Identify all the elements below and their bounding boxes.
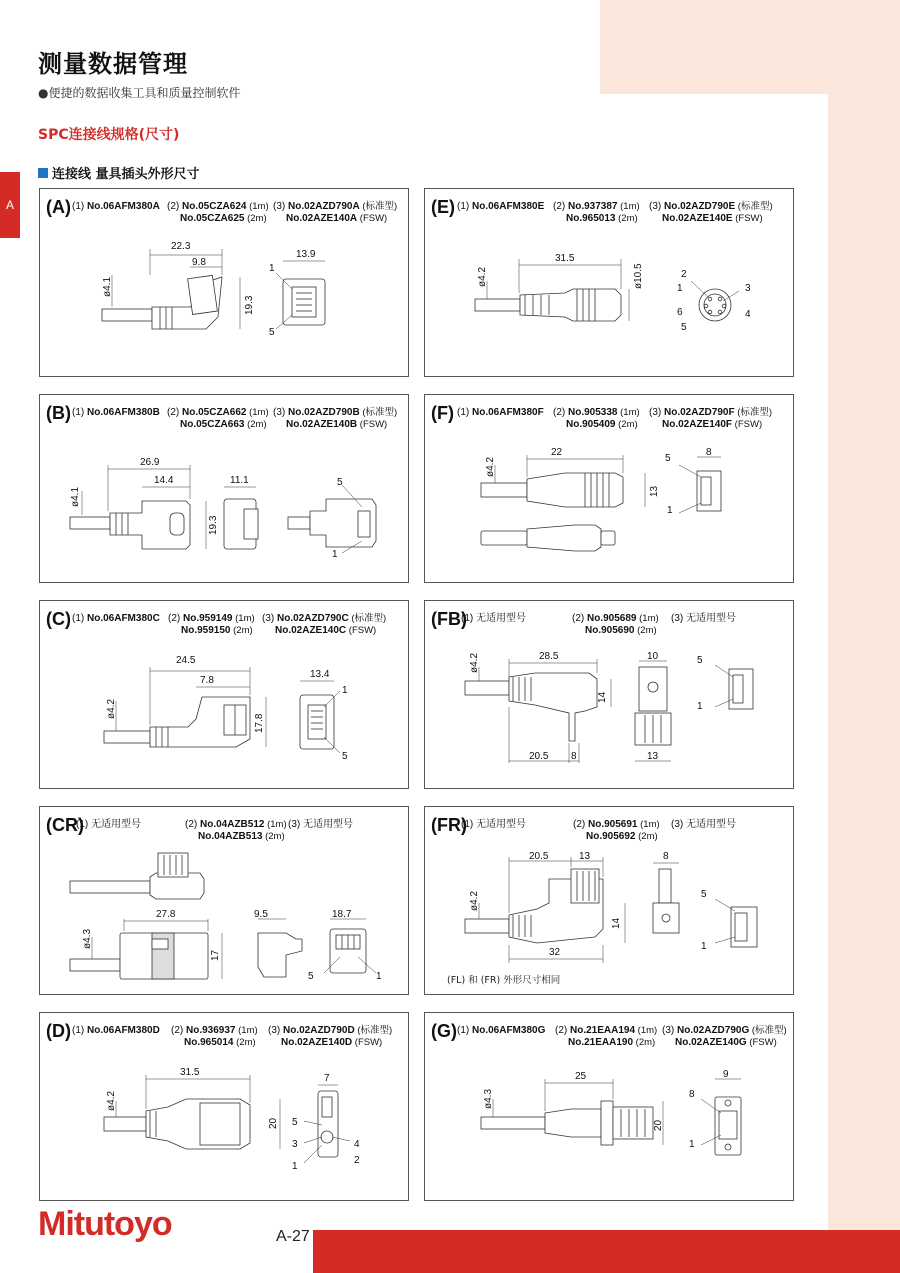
part-number-2: (2) No.905691 (1m) No.905692 (2m) xyxy=(573,819,660,842)
dim-label: 8 xyxy=(571,751,577,762)
dim-label: 5 xyxy=(337,477,343,488)
dim-label: 8 xyxy=(663,851,669,862)
dim-label: 14 xyxy=(597,691,608,703)
sub-section-label: 连接线 量具插头外形尺寸 xyxy=(52,167,200,182)
dim-label: 17.8 xyxy=(254,713,265,733)
dim-label: 31.5 xyxy=(555,253,575,264)
dim-label: 5 xyxy=(681,322,687,333)
dim-label: ø4.2 xyxy=(477,266,488,287)
part-number-2: (2) No.937387 (1m) No.965013 (2m) xyxy=(553,201,640,224)
panel-g xyxy=(424,1012,794,1201)
dim-label: 9.5 xyxy=(254,909,268,920)
part-number-3: (3) No.02AZD790B (标准型) No.02AZE140B (FSW) xyxy=(273,407,398,430)
dim-label: 8 xyxy=(706,447,712,458)
dim-label: 5 xyxy=(269,327,275,338)
dim-label: 3 xyxy=(745,283,751,294)
square-bullet-icon xyxy=(38,168,48,178)
page-subtitle: ●便捷的数据收集工具和质量控制软件 xyxy=(38,86,241,100)
dim-label: 2 xyxy=(681,269,687,280)
part-number-3: (3) 无适用型号 xyxy=(288,819,353,830)
part-number-2: (2) No.05CZA624 (1m) No.05CZA625 (2m) xyxy=(167,201,269,224)
panel-b xyxy=(39,394,409,583)
dim-label: 1 xyxy=(332,549,338,560)
dim-label: 5 xyxy=(292,1117,298,1128)
dim-label: ø4.2 xyxy=(106,1090,117,1111)
dim-label: 31.5 xyxy=(180,1067,200,1078)
dim-label: 24.5 xyxy=(176,655,196,666)
part-number-1: (1) 无适用型号 xyxy=(76,819,141,830)
panel-letter: (FR) xyxy=(431,815,467,835)
drawing-e xyxy=(425,189,795,378)
drawing-g xyxy=(425,1013,795,1202)
dim-label: 19.3 xyxy=(208,515,219,535)
dim-label: 5 xyxy=(342,751,348,762)
panel-e xyxy=(424,188,794,377)
panel-c xyxy=(39,600,409,789)
dim-label: 13 xyxy=(579,851,591,862)
part-number-2: (2) No.05CZA662 (1m) No.05CZA663 (2m) xyxy=(167,407,269,430)
part-number-3: (3) No.02AZD790F (标准型) No.02AZE140F (FSW) xyxy=(649,407,773,430)
part-number-1: (1) 无适用型号 xyxy=(461,819,526,830)
dim-label: 1 xyxy=(667,505,673,516)
part-number-1: (1) No.06AFM380B xyxy=(72,407,160,418)
dim-label: 17 xyxy=(210,949,221,961)
note-text: (FL) 和 (FR) 外形尺寸相同 xyxy=(447,975,561,986)
drawing-d xyxy=(40,1013,410,1202)
dim-label: 8 xyxy=(689,1089,695,1100)
panel-cr xyxy=(39,806,409,995)
dim-label: 14 xyxy=(611,917,622,929)
dim-label: 1 xyxy=(697,701,703,712)
part-number-3: (3) No.02AZD790E (标准型) No.02AZE140E (FSW) xyxy=(649,201,773,224)
dim-label: 13 xyxy=(647,751,659,762)
part-number-1: (1) No.06AFM380C xyxy=(72,613,160,624)
dim-label: 1 xyxy=(689,1139,695,1150)
part-number-2: (2) No.905338 (1m) No.905409 (2m) xyxy=(553,407,640,430)
dim-label: 6 xyxy=(677,307,683,318)
dim-label: ø4.1 xyxy=(70,486,81,507)
dim-label: 9 xyxy=(723,1069,729,1080)
dim-label: 22 xyxy=(551,447,563,458)
panel-letter: (G) xyxy=(431,1021,457,1041)
dim-label: ø4.1 xyxy=(102,276,113,297)
panel-d xyxy=(39,1012,409,1201)
dim-label: 7 xyxy=(324,1073,330,1084)
section-title: SPC连接线规格(尺寸) xyxy=(38,127,180,143)
dim-label: 5 xyxy=(701,889,707,900)
side-tab[interactable]: A xyxy=(0,172,20,238)
dim-label: 20 xyxy=(268,1117,279,1129)
panel-letter: (B) xyxy=(46,403,71,423)
dim-label: 10 xyxy=(647,651,659,662)
header-tint xyxy=(600,0,900,94)
dim-label: 18.7 xyxy=(332,909,352,920)
dim-label: ø4.3 xyxy=(483,1088,494,1109)
dim-label: 5 xyxy=(665,453,671,464)
drawing-fb xyxy=(425,601,795,790)
panel-fb xyxy=(424,600,794,789)
panel-letter: (D) xyxy=(46,1021,71,1041)
part-number-2: (2) No.959149 (1m) No.959150 (2m) xyxy=(168,613,255,636)
panel-letter: (E) xyxy=(431,197,455,217)
dim-label: 4 xyxy=(745,309,751,320)
drawing-fr xyxy=(425,807,795,996)
dim-label: 20.5 xyxy=(529,851,549,862)
part-number-2: (2) No.905689 (1m) No.905690 (2m) xyxy=(572,613,659,636)
part-number-1: (1) No.06AFM380A xyxy=(72,201,160,212)
dim-label: ø4.2 xyxy=(485,456,496,477)
dim-label: ø4.2 xyxy=(469,652,480,673)
part-number-1: (1) No.06AFM380F xyxy=(457,407,544,418)
panel-letter: (F) xyxy=(431,403,454,423)
panel-fr xyxy=(424,806,794,995)
dim-label: 20 xyxy=(653,1119,664,1131)
dim-label: ø10.5 xyxy=(633,263,644,289)
dim-label: 3 xyxy=(292,1139,298,1150)
dim-label: 4 xyxy=(354,1139,360,1150)
drawing-b xyxy=(40,395,410,584)
dim-label: 27.8 xyxy=(156,909,176,920)
right-margin-tint xyxy=(828,94,900,1273)
panel-f xyxy=(424,394,794,583)
part-number-1: (1) 无适用型号 xyxy=(461,613,526,624)
dim-label: 5 xyxy=(697,655,703,666)
dim-label: 1 xyxy=(701,941,707,952)
part-number-1: (1) No.06AFM380E xyxy=(457,201,545,212)
dim-label: 7.8 xyxy=(200,675,214,686)
part-number-3: (3) No.02AZD790D (标准型) No.02AZE140D (FSW) xyxy=(268,1025,393,1048)
sub-section-title xyxy=(38,163,200,182)
dim-label: 1 xyxy=(269,263,275,274)
dim-label: 14.4 xyxy=(154,475,174,486)
drawing-cr xyxy=(40,807,410,996)
dim-label: 1 xyxy=(677,283,683,294)
drawing-a xyxy=(40,189,410,378)
drawing-f xyxy=(425,395,795,584)
part-number-2: (2) No.936937 (1m) No.965014 (2m) xyxy=(171,1025,258,1048)
dim-label: 20.5 xyxy=(529,751,549,762)
dim-label: 9.8 xyxy=(192,257,206,268)
dim-label: 28.5 xyxy=(539,651,559,662)
dim-label: 1 xyxy=(376,971,382,982)
page-number: A-27 xyxy=(276,1228,310,1245)
panel-letter: (CR) xyxy=(46,815,84,835)
dim-label: 32 xyxy=(549,947,561,958)
footer-bar xyxy=(313,1230,900,1273)
panel-letter: (C) xyxy=(46,609,71,629)
part-number-3: (3) No.02AZD790C (标准型) No.02AZE140C (FSW) xyxy=(262,613,387,636)
dim-label: 2 xyxy=(354,1155,360,1166)
page-title: 测量数据管理 xyxy=(38,50,188,78)
dim-label: 5 xyxy=(308,971,314,982)
dim-label: ø4.2 xyxy=(469,890,480,911)
panel-letter: (A) xyxy=(46,197,71,217)
part-number-3: (3) 无适用型号 xyxy=(671,613,736,624)
part-number-1: (1) No.06AFM380G xyxy=(457,1025,546,1036)
dim-label: ø4.3 xyxy=(82,928,93,949)
dim-label: 1 xyxy=(342,685,348,696)
part-number-3: (3) 无适用型号 xyxy=(671,819,736,830)
panel-a xyxy=(39,188,409,377)
part-number-2: (2) No.21EAA194 (1m) No.21EAA190 (2m) xyxy=(555,1025,658,1048)
part-number-3: (3) No.02AZD790G (标准型) No.02AZE140G (FSW) xyxy=(662,1025,787,1048)
dim-label: 26.9 xyxy=(140,457,160,468)
dim-label: 13.4 xyxy=(310,669,330,680)
dim-label: 1 xyxy=(292,1161,298,1172)
brand-logo: Mitutoyo xyxy=(38,1205,172,1243)
part-number-2: (2) No.04AZB512 (1m) No.04AZB513 (2m) xyxy=(185,819,287,842)
dim-label: 22.3 xyxy=(171,241,191,252)
dim-label: 13.9 xyxy=(296,249,316,260)
dim-label: ø4.2 xyxy=(106,698,117,719)
dim-label: 25 xyxy=(575,1071,587,1082)
dim-label: 19.3 xyxy=(244,295,255,315)
dim-label: 11.1 xyxy=(230,475,249,486)
part-number-1: (1) No.06AFM380D xyxy=(72,1025,160,1036)
drawing-c xyxy=(40,601,410,790)
part-number-3: (3) No.02AZD790A (标准型) No.02AZE140A (FSW) xyxy=(273,201,398,224)
panel-letter: (FB) xyxy=(431,609,467,629)
dim-label: 13 xyxy=(649,485,660,497)
